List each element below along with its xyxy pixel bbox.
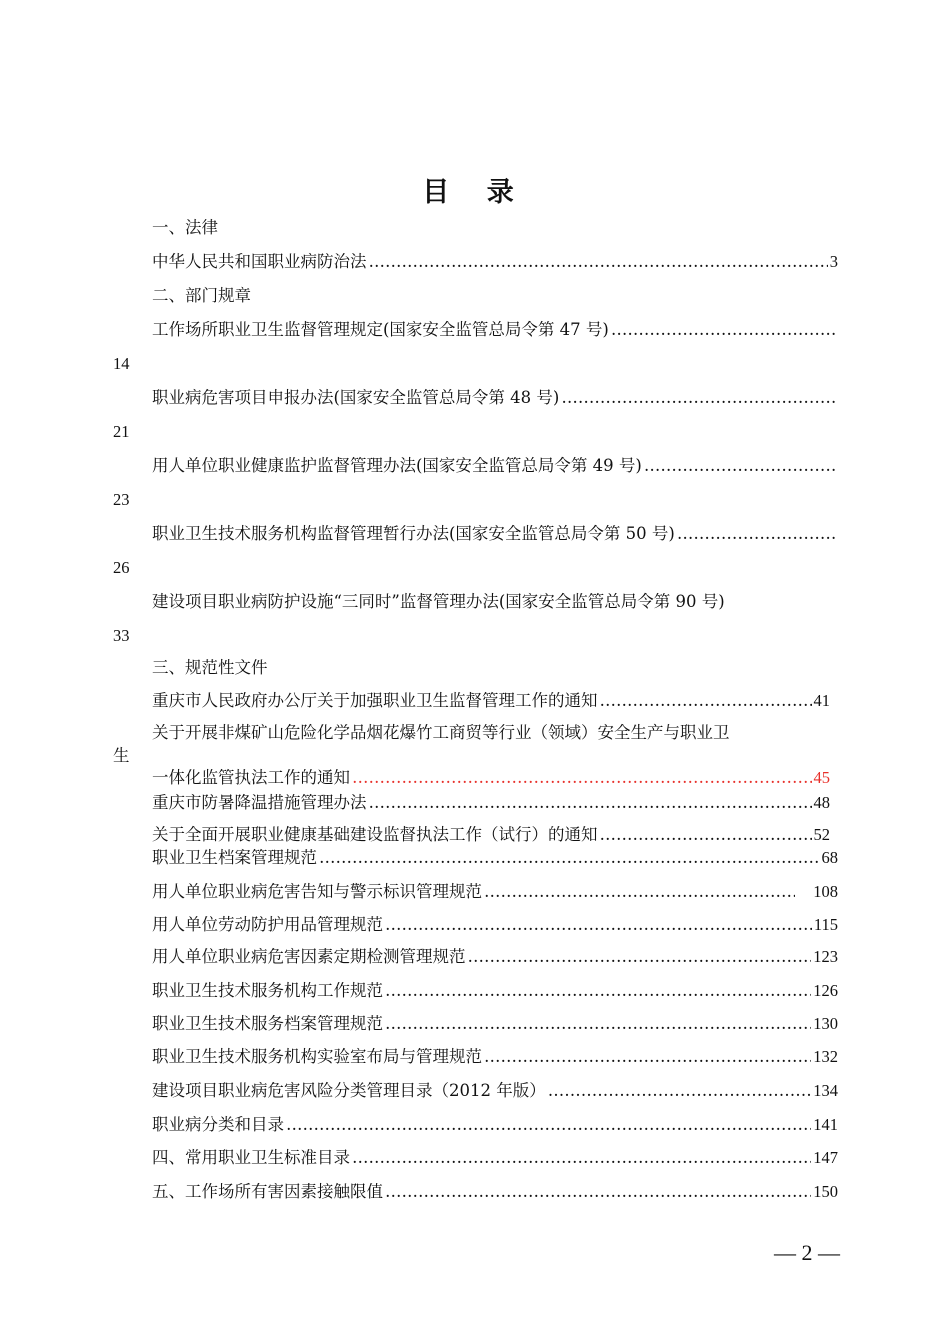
dot-leader xyxy=(352,766,812,790)
toc-entry-title: 重庆市防暑降温措施管理办法 xyxy=(152,793,367,812)
toc-entry[interactable] xyxy=(152,1180,838,1204)
dot-leader xyxy=(611,318,836,342)
toc-entry-title: 四、常用职业卫生标准目录 xyxy=(152,1148,350,1167)
toc-entry[interactable] xyxy=(152,979,838,1003)
toc-entry-title-wrap: 生 xyxy=(113,746,130,765)
toc-entry-title: 建设项目职业病防护设施“三同时”监督管理办法(国家安全监管总局令第 90 号) xyxy=(152,592,725,611)
toc-entry-title: 一体化监管执法工作的通知 xyxy=(152,768,350,787)
toc-entry-page: 126 xyxy=(813,981,838,1000)
toc-entry-title-line1[interactable]: 关于开展非煤矿山危险化学品烟花爆竹工商贸等行业（领域）安全生产与职业卫 xyxy=(152,723,730,742)
toc-entry-page: 134 xyxy=(813,1081,838,1100)
dot-leader xyxy=(548,1079,812,1103)
toc-entry-page: 48 xyxy=(813,793,830,812)
toc-entry-page: 123 xyxy=(813,947,838,966)
dot-leader xyxy=(385,913,812,937)
toc-entry-page: 68 xyxy=(821,848,838,867)
toc-entry[interactable] xyxy=(152,522,838,546)
dot-leader xyxy=(468,945,812,969)
toc-entry-page: 41 xyxy=(813,691,830,710)
dot-leader xyxy=(319,846,820,870)
toc-entry[interactable] xyxy=(152,318,838,342)
toc-entry-page: 108 xyxy=(813,882,838,901)
dot-leader xyxy=(352,1146,811,1170)
toc-entry-page: 45 xyxy=(813,768,830,787)
toc-entry-page: 132 xyxy=(813,1047,838,1066)
toc-entry-title: 职业卫生技术服务机构监督管理暂行办法(国家安全监管总局令第 50 号) xyxy=(152,524,675,543)
toc-entry[interactable] xyxy=(152,1012,838,1036)
toc-entry[interactable] xyxy=(152,791,838,815)
toc-entry-title: 用人单位职业病危害因素定期检测管理规范 xyxy=(152,947,466,966)
toc-entry-page: 23 xyxy=(113,490,130,509)
toc-entry[interactable] xyxy=(152,880,838,904)
toc-entry-page: 26 xyxy=(113,558,130,577)
toc-entry-title: 职业病分类和目录 xyxy=(152,1115,284,1134)
toc-entry-page: 130 xyxy=(813,1014,838,1033)
toc-entry[interactable] xyxy=(152,454,838,478)
toc-entry-title: 职业卫生档案管理规范 xyxy=(152,848,317,867)
toc-entry-title: 中华人民共和国职业病防治法 xyxy=(152,252,367,271)
toc-entry-title: 用人单位职业病危害告知与警示标识管理规范 xyxy=(152,882,482,901)
dot-leader xyxy=(385,1180,811,1204)
toc-entry-title: 职业卫生技术服务档案管理规范 xyxy=(152,1014,383,1033)
toc-entry-title: 用人单位职业健康监护监督管理办法(国家安全监管总局令第 49 号) xyxy=(152,456,642,475)
toc-entry-page: 52 xyxy=(813,825,830,844)
toc-entry-title: 五、工作场所有害因素接触限值 xyxy=(152,1182,383,1201)
dot-leader xyxy=(600,689,812,713)
dot-leader xyxy=(385,979,811,1003)
toc-entry[interactable] xyxy=(152,1079,838,1103)
toc-entry-title: 职业卫生技术服务机构工作规范 xyxy=(152,981,383,1000)
dot-leader xyxy=(644,454,836,478)
toc-entry[interactable] xyxy=(152,823,838,847)
toc-entry[interactable] xyxy=(152,945,838,969)
toc-entry-page: 115 xyxy=(813,915,838,934)
toc-entry-title: 建设项目职业病危害风险分类管理目录（2012 年版） xyxy=(152,1081,546,1100)
toc-entry-title: 用人单位劳动防护用品管理规范 xyxy=(152,915,383,934)
dot-leader xyxy=(677,522,836,546)
dot-leader xyxy=(369,791,812,815)
toc-entry[interactable] xyxy=(152,250,838,274)
toc-entry-page: 14 xyxy=(113,354,130,373)
toc-entry-page: 147 xyxy=(813,1148,838,1167)
dot-leader xyxy=(385,1012,811,1036)
dot-leader xyxy=(484,1045,811,1069)
dot-leader xyxy=(600,823,812,847)
section-heading-regulations: 二、部门规章 xyxy=(152,286,251,305)
toc-entry[interactable] xyxy=(152,766,838,790)
toc-entry-title: 工作场所职业卫生监督管理规定(国家安全监管总局令第 47 号) xyxy=(152,320,609,339)
toc-entry-title: 职业病危害项目申报办法(国家安全监管总局令第 48 号) xyxy=(152,388,560,407)
toc-entry-page: 21 xyxy=(113,422,130,441)
page-title: 目 录 xyxy=(422,177,528,208)
toc-entry[interactable] xyxy=(152,1045,838,1069)
dot-leader xyxy=(369,250,828,274)
toc-entry-title: 职业卫生技术服务机构实验室布局与管理规范 xyxy=(152,1047,482,1066)
toc-entry[interactable] xyxy=(152,913,838,937)
dot-leader xyxy=(286,1113,811,1137)
toc-entry-page: 33 xyxy=(113,626,130,645)
page-number-footer: — 2 — xyxy=(774,1240,840,1265)
toc-entry[interactable] xyxy=(152,590,838,614)
toc-entry-title: 关于全面开展职业健康基础建设监督执法工作（试行）的通知 xyxy=(152,825,598,844)
toc-entry[interactable] xyxy=(152,1113,838,1137)
toc-entry[interactable] xyxy=(152,386,838,410)
toc-entry-page: 150 xyxy=(813,1182,838,1201)
section-heading-law: 一、法律 xyxy=(152,218,218,237)
toc-entry[interactable] xyxy=(152,846,838,870)
toc-entry-title: 重庆市人民政府办公厅关于加强职业卫生监督管理工作的通知 xyxy=(152,691,598,710)
toc-entry-page: 141 xyxy=(813,1115,838,1134)
toc-entry[interactable] xyxy=(152,689,838,713)
section-heading-normative-docs: 三、规范性文件 xyxy=(152,658,268,677)
dot-leader xyxy=(561,386,836,410)
toc-entry[interactable] xyxy=(152,1146,838,1170)
dot-leader xyxy=(484,880,795,904)
toc-entry-page: 3 xyxy=(829,252,838,271)
